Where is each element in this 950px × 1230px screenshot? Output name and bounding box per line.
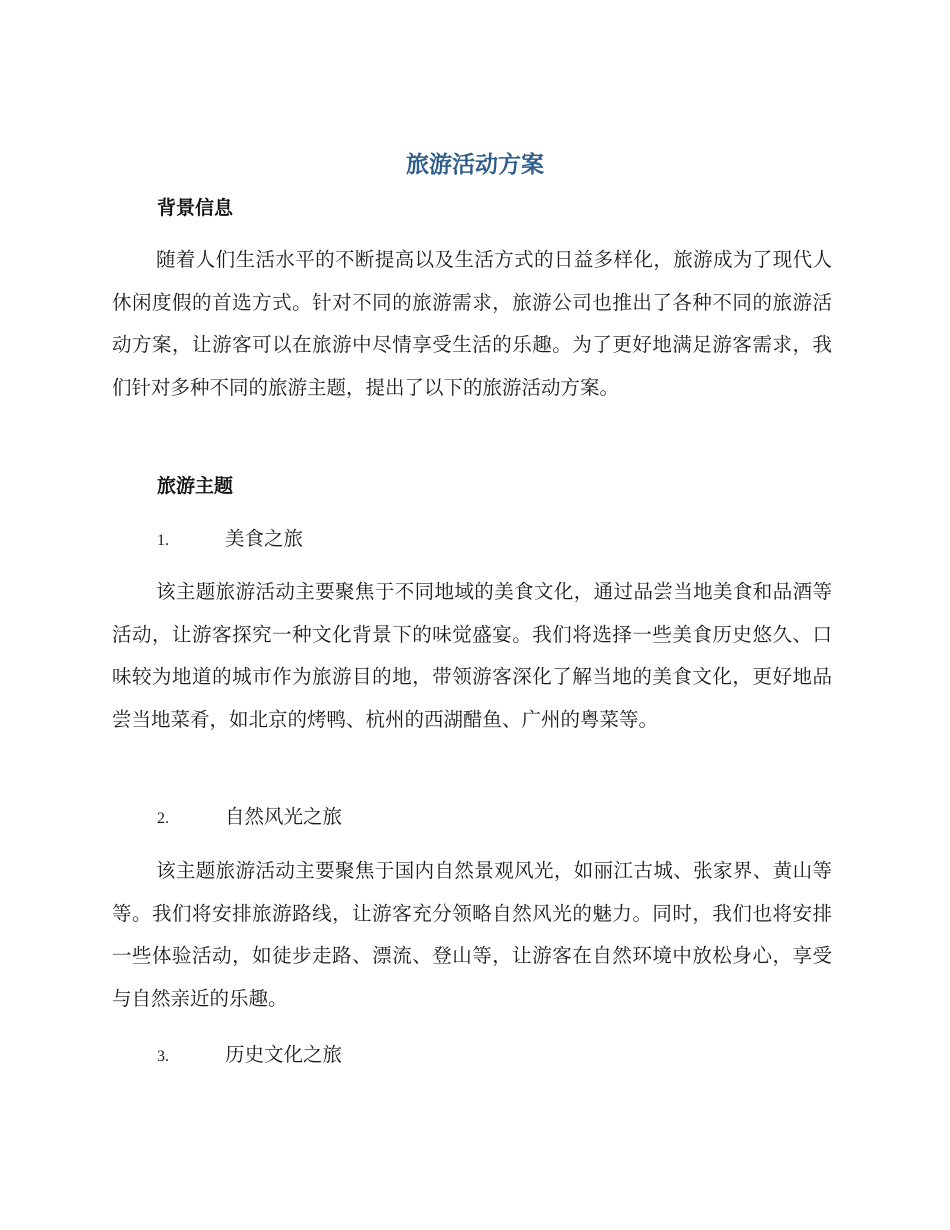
section-heading-background: 背景信息: [157, 197, 234, 219]
list-number: 2.: [157, 810, 169, 827]
list-label: 历史文化之旅: [225, 1043, 343, 1066]
background-paragraph: 随着人们生活水平的不断提高以及生活方式的日益多样化，旅游成为了现代人休闲度假的首选方式。针对不同的旅游需求，旅游公司也推出了各种不同的旅游活动方案，让游客可以在旅游中尽情享受生活的乐趣。为了更好地满足游客需求，我们针对多种不同的旅游主题，提出了以下的旅游活动方案。: [112, 248, 832, 399]
theme-1-paragraph: 该主题旅游活动主要聚焦于不同地域的美食文化，通过品尝当地美食和品酒等活动，让游客探究一种文化背景下的味觉盛宴。我们将选择一些美食历史悠久、口味较为地道的城市作为旅游目的地，带领游客深化了解当地的美食文化，更好地品尝当地菜肴，如北京的烤鸭、杭州的西湖醋鱼、广州的粤菜等。: [112, 580, 832, 731]
theme-2-paragraph: 该主题旅游活动主要聚焦于国内自然景观风光，如丽江古城、张家界、黄山等等。我们将安排旅游路线，让游客充分领略自然风光的魅力。同时，我们也将安排一些体验活动，如徒步走路、漂流、登山等，让游客在自然环境中放松身心，享受与自然亲近的乐趣。: [112, 859, 832, 1010]
theme-list-item-2: [157, 802, 342, 832]
theme-list-item-3: [157, 1040, 342, 1070]
document-title: 旅游活动方案: [406, 152, 544, 178]
list-number: 3.: [157, 1048, 169, 1065]
section-heading-themes: 旅游主题: [157, 475, 234, 497]
list-label: 自然风光之旅: [225, 805, 343, 828]
theme-list-item-1: [157, 524, 303, 554]
list-label: 美食之旅: [225, 527, 304, 550]
list-number: 1.: [157, 532, 169, 549]
